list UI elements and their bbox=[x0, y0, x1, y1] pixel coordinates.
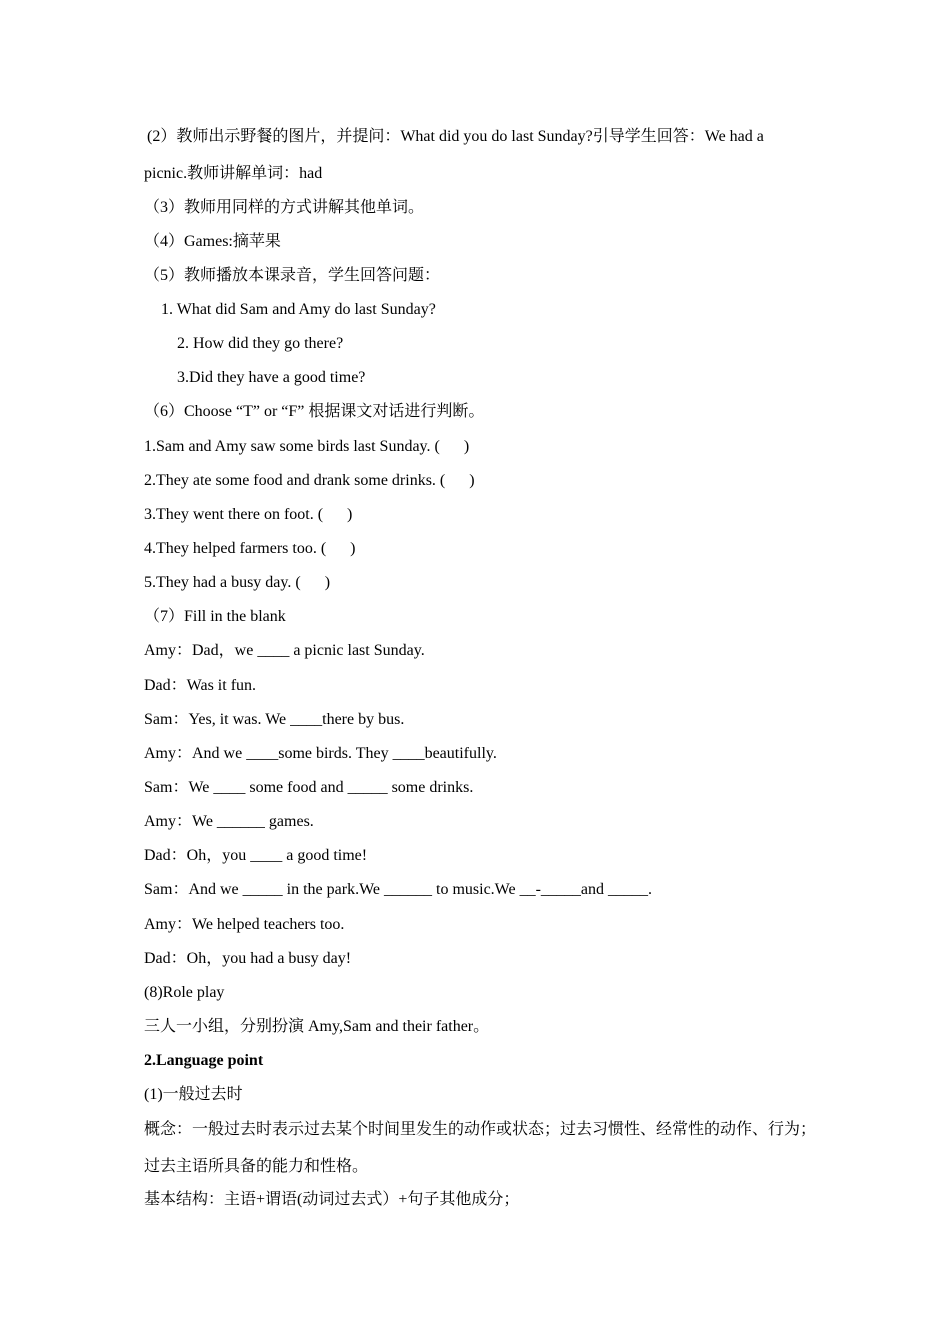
text-line: （6）Choose “T” or “F” 根据课文对话进行判断。 bbox=[144, 403, 485, 420]
question-line: 1. What did Sam and Amy do last Sunday? bbox=[161, 301, 436, 318]
dialogue-line: Amy：We ______ games. bbox=[144, 813, 314, 830]
section-heading: 2.Language point bbox=[144, 1052, 264, 1069]
text-line: (2）教师出示野餐的图片，并提问：What did you do last Sunday?引导学生回答：We had a bbox=[147, 128, 764, 145]
text-line: (8)Role play bbox=[144, 984, 225, 1001]
text-line: 三人一小组，分别扮演 Amy,Sam and their father。 bbox=[144, 1018, 490, 1035]
dialogue-line: Sam：Yes, it was. We ____there by bus. bbox=[144, 711, 405, 728]
text-line: 基本结构：主语+谓语(动词过去式）+句子其他成分； bbox=[144, 1191, 520, 1208]
dialogue-line: Amy：And we ____some birds. They ____beautifully. bbox=[144, 745, 497, 762]
dialogue-line: Amy：Dad，we ____ a picnic last Sunday. bbox=[144, 642, 425, 659]
true-false-item: 4.They helped farmers too. ( ) bbox=[144, 540, 356, 557]
true-false-item: 3.They went there on foot. ( ) bbox=[144, 506, 353, 523]
text-line: picnic.教师讲解单词：had bbox=[144, 165, 323, 182]
text-line: （4）Games:摘苹果 bbox=[144, 233, 281, 250]
true-false-item: 1.Sam and Amy saw some birds last Sunday. ( ) bbox=[144, 438, 470, 455]
question-line: 3.Did they have a good time? bbox=[177, 369, 366, 386]
dialogue-line: Sam：And we _____ in the park.We ______ to music.We __-_____and _____. bbox=[144, 881, 653, 898]
text-line: 过去主语所具备的能力和性格。 bbox=[144, 1158, 369, 1175]
dialogue-line: Dad：Oh，you had a busy day! bbox=[144, 950, 352, 967]
text-line: （5）教师播放本课录音，学生回答问题： bbox=[144, 267, 441, 284]
dialogue-line: Sam：We ____ some food and _____ some drinks. bbox=[144, 779, 474, 796]
dialogue-line: Amy：We helped teachers too. bbox=[144, 916, 345, 933]
question-line: 2. How did they go there? bbox=[177, 335, 344, 352]
text-line: （7）Fill in the blank bbox=[144, 608, 286, 625]
text-line: (1)一般过去时 bbox=[144, 1086, 243, 1103]
true-false-item: 2.They ate some food and drank some drinks. ( ) bbox=[144, 472, 475, 489]
text-line: 概念：一般过去时表示过去某个时间里发生的动作或状态；过去习惯性、经常性的动作、行为； bbox=[144, 1121, 817, 1138]
text-line: （3）教师用同样的方式讲解其他单词。 bbox=[144, 199, 425, 216]
dialogue-line: Dad：Oh，you ____ a good time! bbox=[144, 847, 368, 864]
true-false-item: 5.They had a busy day. ( ) bbox=[144, 574, 331, 591]
dialogue-line: Dad：Was it fun. bbox=[144, 677, 257, 694]
